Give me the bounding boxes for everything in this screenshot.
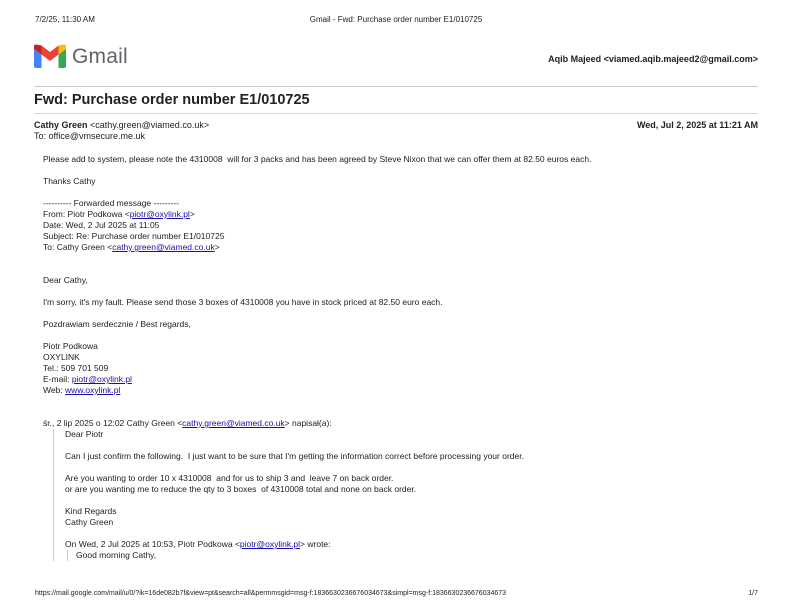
quoted-reply-2 [67, 550, 763, 561]
signature-company: OXYLINK [43, 352, 80, 362]
forwarded-from-email-link[interactable]: piotr@oxylink.pl [129, 209, 190, 219]
header-divider [34, 86, 758, 87]
email-body [43, 154, 763, 561]
forwarded-to: To: Cathy Green <cathy.green@viamed.co.uk> [43, 242, 220, 252]
forwarded-to-email-link[interactable]: cathy.green@viamed.co.uk [112, 242, 215, 252]
quote2-attribution-email-link[interactable]: piotr@oxylink.pl [239, 539, 301, 549]
forwarded-subject: Subject: Re: Purchase order number E1/010725 [43, 231, 225, 241]
quote1-name: Cathy Green [65, 517, 114, 527]
signature-email-link[interactable]: piotr@oxylink.pl [71, 374, 132, 384]
account-identity: Aqib Majeed <viamed.aqib.majeed2@gmail.com> [548, 54, 758, 64]
email-date: Wed, Jul 2, 2025 at 11:21 AM [636, 120, 758, 130]
quoted-reply-1 [53, 429, 763, 561]
forwarded-regards: Pozdrawiam serdecznie / Best regards, [43, 319, 191, 329]
gmail-m-icon [34, 44, 66, 68]
quote1-attribution: śr., 2 lip 2025 o 12:02 Cathy Green <cathy.green@viamed.co.uk> napisał(a): [43, 418, 332, 428]
signature-tel: Tel.: 509 701 509 [43, 363, 109, 373]
print-title: Gmail - Fwd: Purchase order number E1/010725 [309, 15, 483, 24]
forwarded-message: I'm sorry, it's my fault. Please send those 3 boxes of 4310008 you have in stock priced at 82.50 euro each. [43, 297, 443, 307]
print-url: https://mail.google.com/mail/u/0/?ik=16de082b7f&view=pt&search=all&permmsgid=msg-f:1836630236676034673&simpl=msg-f:1836630236676034673 [35, 590, 507, 597]
gmail-logo [34, 44, 154, 72]
quote2-attribution: On Wed, 2 Jul 2025 at 10:53, Piotr Podkowa <piotr@oxylink.pl> wrote: [65, 539, 331, 549]
sender-email: <cathy.green@viamed.co.uk> [90, 120, 210, 130]
quote1-line2: Are you wanting to order 10 x 4310008 and for us to ship 3 and leave 7 on back order. [65, 473, 394, 483]
quote1-line3: or are you wanting me to reduce the qty to 3 boxes of 4310008 total and none on back order. [65, 484, 417, 494]
quote1-attribution-email-link[interactable]: cathy.green@viamed.co.uk [182, 418, 285, 428]
forwarded-divider: ---------- Forwarded message --------- [43, 198, 179, 208]
recipient-line: To: office@vmsecure.me.uk [34, 131, 146, 141]
signature-name: Piotr Podkowa [43, 341, 98, 351]
quote1-regards: Kind Regards [65, 506, 117, 516]
print-page-number: 1/7 [748, 590, 758, 597]
forwarded-from: From: Piotr Podkowa <piotr@oxylink.pl> [43, 209, 195, 219]
forwarded-date: Date: Wed, 2 Jul 2025 at 11:05 [43, 220, 160, 230]
subject-divider [34, 113, 758, 114]
forwarded-greeting: Dear Cathy, [43, 275, 88, 285]
thanks-text: Thanks Cathy [43, 176, 96, 186]
gmail-wordmark: Gmail [72, 45, 128, 68]
print-datetime: 7/2/25, 11:30 AM [35, 15, 95, 24]
quote2-greeting: Good morning Cathy, [76, 550, 157, 560]
sender-line [34, 120, 209, 130]
quote1-line1: Can I just confirm the following. I just want to be sure that I'm getting the information correct before processing your order. [65, 451, 524, 461]
quote1-greeting: Dear Piotr [65, 429, 104, 439]
email-subject: Fwd: Purchase order number E1/010725 [34, 92, 310, 108]
signature-web-link[interactable]: www.oxylink.pl [65, 385, 121, 395]
print-footer [0, 590, 792, 602]
print-header [0, 15, 792, 27]
intro-text: Please add to system, please note the 4310008 will for 3 packs and has been agreed by Steve Nixon that we can offer them at 82.50 euros each. [43, 154, 592, 164]
sender-name: Cathy Green [34, 120, 88, 130]
signature-web: Web: www.oxylink.pl [43, 385, 121, 395]
signature-email: E-mail: piotr@oxylink.pl [43, 374, 132, 384]
